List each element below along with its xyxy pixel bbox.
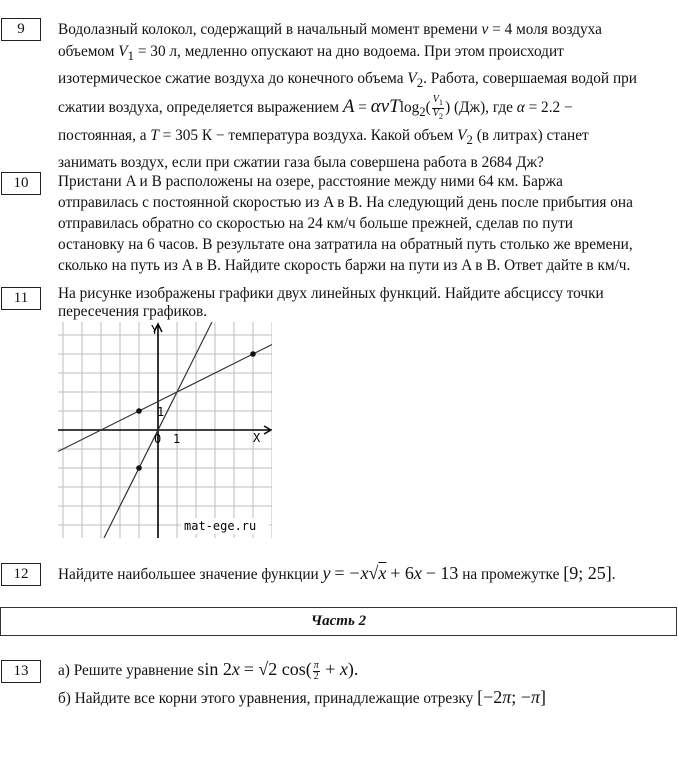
problem-11-text xyxy=(58,285,670,321)
problem-number-10: 10 xyxy=(1,172,41,195)
problem-12-interval-label: на промежутке xyxy=(462,566,560,583)
origin-label: 0 xyxy=(154,432,162,446)
problem-13-text: а) Решите уравнение sin 2x = √2 cos( $\frac{\pi}{2}$ + x). б) Найдите все корни этого уравнения, принадлежащие отрезку [−2π; −π] xyxy=(58,659,546,707)
problem-13-part-a: а) Решите уравнение xyxy=(58,662,194,679)
x-axis-label: X xyxy=(253,431,261,445)
watermark: mat-ege.ru xyxy=(184,519,257,533)
problem-10-line: отправилась обратно со скоростью на 24 км/ч больше прежней, сделав по пути xyxy=(58,215,573,232)
problem-12-text: Найдите наибольшее значение функции y = −x√x + 6x − 13 на промежутке [9; 25]. xyxy=(58,563,616,583)
steep-line-point xyxy=(136,465,142,471)
problem-10-line: сколько на путь из A в B. Найдите скорость баржи на пути из A в B. Ответ дайте в км/ч. xyxy=(58,257,631,274)
shallow-line xyxy=(58,345,272,452)
problem-12-lead: Найдите наибольшее значение функции xyxy=(58,566,319,583)
problem-9-text: Водолазный колокол, содержащий в начальный момент времени ν = 4 моля воздуха объемом $V_1 = 30$ л, медленно опускают на дно водоема. При этом происходит изотермическое сжатие воздуха до конечного объема $V_2$. Работа, совершаемая водой при сжатии воздуха, определяется выражением A = ανTlog$_2$( $\frac{V_1}{V_2}$ ) (Дж), где α = 2.2 − постоянная, а T = 305 К − температура воздуха. Какой объем $V_2$ (в литрах) станет занимать воздух, если при сжатии газа была совершена работа в 2684 Дж? xyxy=(58,21,637,171)
problem-number-12: 12 xyxy=(1,563,41,586)
linear-functions-graph xyxy=(58,322,272,538)
shallow-line-point xyxy=(250,351,256,357)
x-unit-label: 1 xyxy=(173,432,181,446)
problem-10-line: отправилась с постоянной скоростью из A в B. На следующий день после прибытия она xyxy=(58,194,633,211)
problem-10-line: Пристани A и B расположены на озере, расстояние между ними 64 км. Баржа xyxy=(58,173,563,190)
shallow-line-point xyxy=(136,408,142,414)
problem-13-part-b: б) Найдите все корни этого уравнения, принадлежащие отрезку xyxy=(58,690,474,707)
y-unit-label: 1 xyxy=(157,405,165,419)
y-axis-label: Y xyxy=(151,323,159,337)
problem-11-line: На рисунке изображены графики двух линейных функций. Найдите абсциссу точки xyxy=(58,285,604,302)
problem-number-9: 9 xyxy=(1,18,41,41)
problem-number-13: 13 xyxy=(1,660,41,683)
part-2-header: Часть 2 xyxy=(0,607,677,636)
problem-10-text xyxy=(58,171,670,276)
problem-10-line: остановку на 6 часов. В результате она затратила на обратный путь столько же времени, xyxy=(58,236,633,253)
problem-number-11: 11 xyxy=(1,287,41,310)
problem-11-line: пересечения графиков. xyxy=(58,303,208,320)
